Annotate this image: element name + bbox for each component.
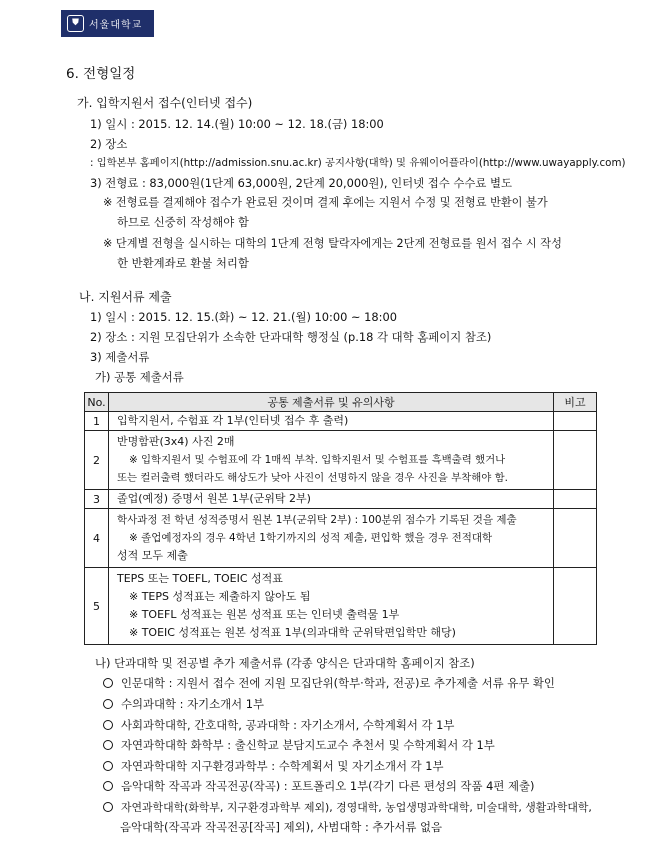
row-number: 5 [85, 568, 109, 645]
row-line: 반명함판(3x4) 사진 2매 [117, 435, 235, 448]
row-content [109, 509, 554, 568]
bullet-text: 사회과학대학, 간호대학, 공과대학 : 자기소개서, 수학계획서 각 1부 [121, 718, 455, 732]
bullet-continuation: 음악대학(작곡과 작곡전공[작곡] 제외), 사범대학 : 추가서류 없음 [120, 820, 443, 834]
common-documents-table [84, 392, 597, 645]
header-documents: 공통 제출서류 및 유의사항 [109, 393, 554, 412]
ga-heading: 가. 입학지원서 접수(인터넷 접수) [77, 96, 253, 110]
bullet-text: 음악대학 작곡과 작곡전공(작곡) : 포트폴리오 1부(각기 다른 편성의 작품 4편 제출) [121, 779, 535, 793]
bullet-item [103, 738, 495, 753]
row-note: ※ TOEFL 성적표는 원본 성적표 또는 인터넷 출력물 1부 [129, 608, 400, 621]
circle-bullet-icon [103, 802, 113, 812]
na-sub-a: 가) 공통 제출서류 [95, 370, 184, 384]
emblem-icon: ⛊ [67, 15, 84, 32]
row-note: ※ TOEIC 성적표는 원본 성적표 1부(의과대학 군위탁편입학만 해당) [129, 626, 456, 639]
bullet-item [103, 800, 592, 815]
bullet-item [103, 718, 454, 733]
bullet-text: 자연과학대학 지구환경과학부 : 수학계획서 및 자기소개서 각 1부 [121, 759, 444, 773]
row-note: ※ TEPS 성적표는 제출하지 않아도 됨 [129, 590, 311, 603]
bullet-item [103, 697, 264, 712]
ga-item-2-detail: : 입학본부 홈페이지(http://admission.snu.ac.kr) 공지사항(대학) 및 유웨이어플라이(http://www.uwayapply.com) [90, 157, 626, 169]
bullet-item [103, 676, 555, 691]
bullet-item [103, 779, 534, 794]
row-number: 3 [85, 490, 109, 509]
table-header-row [85, 393, 597, 412]
table-row [85, 412, 597, 431]
bullet-text: 자연과학대학 화학부 : 출신학교 분담지도교수 추천서 및 수학계획서 각 1부 [121, 738, 495, 752]
bullet-text: 인문대학 : 지원서 접수 전에 지원 모집단위(학부·학과, 전공)로 추가제출 서류 유무 확인 [121, 676, 555, 690]
row-line: 입학지원서, 수험표 각 1부(인터넷 접수 후 출력) [117, 414, 349, 427]
ga-note-1-line-2: 하므로 신중히 작성해야 함 [117, 215, 249, 229]
row-remarks [554, 412, 597, 431]
na-sub-b: 나) 단과대학 및 전공별 추가 제출서류 (각종 양식은 단과대학 홈페이지 참조) [95, 656, 475, 670]
bullet-text: 자연과학대학(화학부, 지구환경과학부 제외), 경영대학, 농업생명과학대학, 미술대학, 생활과학대학, [121, 801, 592, 814]
row-number: 2 [85, 431, 109, 490]
logo-text: 서울대학교 [89, 20, 143, 31]
ga-note-2-line-1: ※ 단계별 전형을 실시하는 대학의 1단계 전형 탈락자에게는 2단계 전형료를 원서 접수 시 작성 [103, 237, 562, 250]
row-remarks [554, 431, 597, 490]
row-note: ※ 입학지원서 및 수험표에 각 1매씩 부착. 입학지원서 및 수험표를 흑백출력 했거나 [129, 454, 506, 466]
ga-item-1: 1) 일시 : 2015. 12. 14.(월) 10:00 ~ 12. 18.(금) 18:00 [90, 117, 384, 131]
section-title: 6. 전형일정 [66, 66, 136, 82]
na-item-1: 1) 일시 : 2015. 12. 15.(화) ~ 12. 21.(월) 10:00 ~ 18:00 [90, 310, 397, 324]
circle-bullet-icon [103, 781, 113, 791]
row-content [109, 490, 554, 509]
row-content [109, 431, 554, 490]
ga-note-1-line-1: ※ 전형료를 결제해야 접수가 완료된 것이며 결제 후에는 지원서 수정 및 전형료 반환이 불가 [103, 196, 548, 209]
circle-bullet-icon [103, 740, 113, 750]
row-note: 또는 컬러출력 했더라도 해상도가 낮아 사진이 선명하지 않을 경우 사진을 부착해야 함. [117, 472, 508, 484]
row-content [109, 568, 554, 645]
university-logo [61, 10, 154, 37]
row-note: ※ 졸업예정자의 경우 4학년 1학기까지의 성적 제출, 편입학 했을 경우 전적대학 [129, 532, 493, 544]
row-line: TEPS 또는 TOEFL, TOEIC 성적표 [117, 572, 283, 585]
na-item-2: 2) 장소 : 지원 모집단위가 소속한 단과대학 행정실 (p.18 각 대학 홈페이지 참조) [90, 330, 492, 344]
header-remarks: 비고 [554, 393, 597, 412]
row-remarks [554, 568, 597, 645]
circle-bullet-icon [103, 720, 113, 730]
row-number: 4 [85, 509, 109, 568]
row-line: 학사과정 전 학년 성적증명서 원본 1부(군위탁 2부) : 100분위 점수가 기록된 것을 제출 [117, 514, 517, 526]
ga-item-3: 3) 전형료 : 83,000원(1단계 63,000원, 2단계 20,000원), 인터넷 접수 수수료 별도 [90, 176, 512, 190]
bullet-text: 수의과대학 : 자기소개서 1부 [121, 697, 264, 711]
table-row [85, 509, 597, 568]
na-heading: 나. 지원서류 제출 [79, 290, 172, 304]
table-row [85, 431, 597, 490]
row-remarks [554, 509, 597, 568]
header-no: No. [85, 393, 109, 412]
circle-bullet-icon [103, 699, 113, 709]
row-number: 1 [85, 412, 109, 431]
na-item-3: 3) 제출서류 [90, 350, 150, 364]
circle-bullet-icon [103, 761, 113, 771]
ga-item-2: 2) 장소 [90, 137, 128, 151]
row-line: 졸업(예정) 증명서 원본 1부(군위탁 2부) [117, 492, 311, 505]
bullet-item [103, 759, 444, 774]
circle-bullet-icon [103, 678, 113, 688]
row-note: 성적 모두 제출 [117, 549, 188, 562]
row-remarks [554, 490, 597, 509]
row-content [109, 412, 554, 431]
table-row [85, 568, 597, 645]
ga-note-2-line-2: 한 반환계좌로 환불 처리함 [117, 256, 249, 270]
table-row [85, 490, 597, 509]
